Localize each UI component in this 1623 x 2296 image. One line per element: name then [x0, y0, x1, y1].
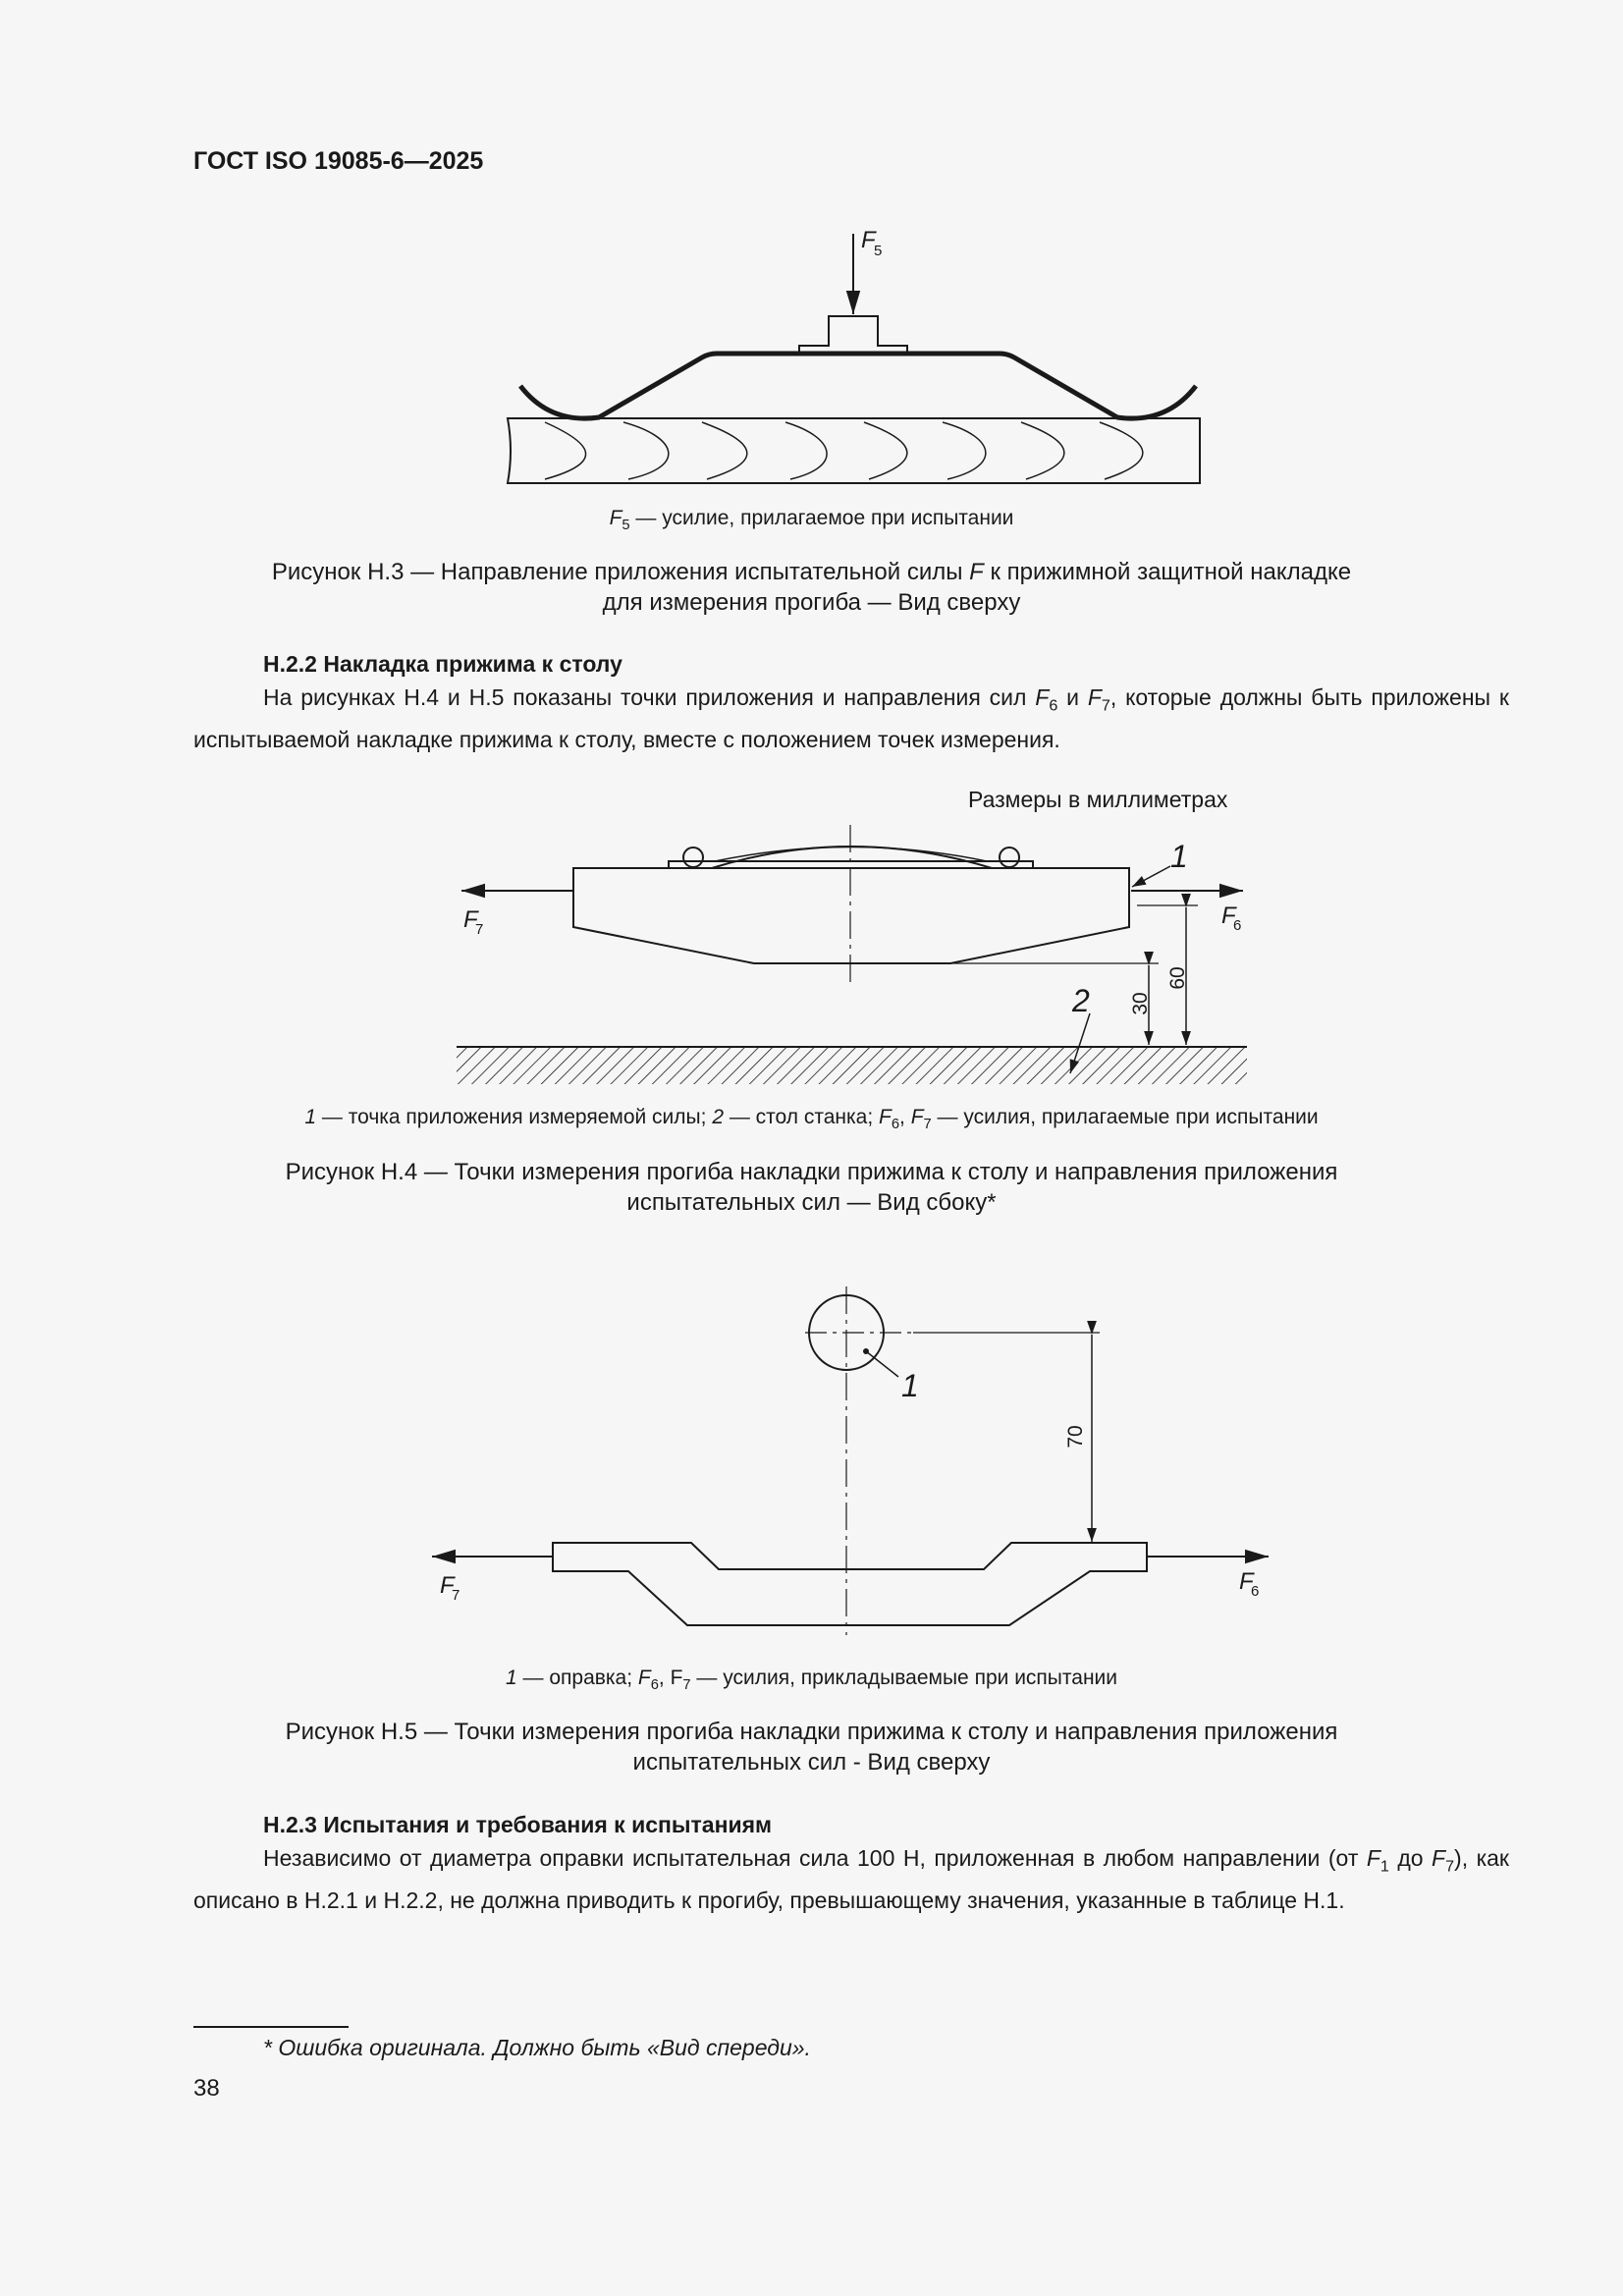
pad-left-knob [683, 847, 703, 867]
guard-block [799, 316, 907, 354]
wood-workpiece [508, 418, 1200, 483]
figure-h4-caption-line2: испытательных сил — Вид сбоку* [626, 1189, 997, 1216]
pad-top-arch [712, 847, 992, 868]
label-2: 2 [1072, 983, 1090, 1018]
figure-h5-caption-line1: Рисунок Н.5 — Точки измерения прогиба накладки прижима к столу и направления приложения [285, 1719, 1338, 1745]
figure-h3-caption-line2: для измерения прогиба — Вид сверху [602, 589, 1021, 616]
figure-h3-legend: $F_5$ — усилие, прилагаемое при испытании [609, 507, 1014, 534]
document-header: ГОСТ ISO 19085-6—2025 [193, 147, 484, 175]
label-1: 1 [1170, 839, 1188, 874]
force-f7-subscript: 7 [475, 921, 484, 938]
units-note: Размеры в миллиметрах [968, 787, 1228, 812]
section-h22-paragraph: На рисунках Н.4 и Н.5 показаны точки приложения и направления сил $F_6$ и $F_7$, которые должны быть приложены к испытываемой накладке прижима к столу, вместе с положением точек измерения. [193, 684, 1509, 752]
footnote: * Ошибка оригинала. Должно быть «Вид спереди». [263, 2035, 811, 2060]
force-f6-label: F [1221, 902, 1236, 929]
section-h23-title: Н.2.3 Испытания и требования к испытаниям [263, 1812, 773, 1837]
figure-h3-caption-line1: Рисунок Н.3 — Направление приложения испытательной силы F к прижимной защитной накладке [271, 559, 1352, 585]
figure-h5-caption [0, 1717, 1623, 1777]
figure-h4-legend: 1 — точка приложения измеряемой силы; 2 — стол станка; $F_6$, $F_7$ — усилия, прилагаемые при испытании [304, 1106, 1319, 1133]
figure-h5-caption-line2: испытательных сил - Вид сверху [632, 1749, 991, 1776]
force-f7-subscript-h5: 7 [452, 1587, 460, 1604]
page-number: 38 [193, 2075, 220, 2102]
force-f5-subscript: 5 [874, 243, 883, 259]
label-1-h5: 1 [901, 1368, 919, 1403]
force-f6-subscript: 6 [1233, 917, 1242, 934]
dimension-70: 70 [1064, 1425, 1087, 1449]
force-f6-label-h5: F [1239, 1568, 1254, 1595]
figure-h4-drawing [457, 825, 1247, 1084]
guard-profile [520, 354, 1196, 418]
dimension-60: 60 [1166, 966, 1189, 990]
figure-h3-caption [0, 557, 1623, 618]
dimension-30: 30 [1129, 992, 1152, 1015]
pad-right-knob [1000, 847, 1019, 867]
force-f6-subscript-h5: 6 [1251, 1583, 1260, 1600]
figure-h5-legend: 1 — оправка; $F_6$, $F_7$ — усилия, прикладываемые при испытании [505, 1667, 1118, 1694]
section-h22-title: Н.2.2 Накладка прижима к столу [263, 651, 622, 677]
pad-top-view [553, 1543, 1147, 1625]
force-f7-label: F [463, 906, 478, 933]
wood-grain [545, 422, 1143, 479]
force-f7-label-h5: F [440, 1572, 455, 1599]
figure-h4-caption [0, 1157, 1623, 1218]
figure-h3-drawing [508, 234, 1200, 483]
figure-h4-caption-line1: Рисунок Н.4 — Точки измерения прогиба накладки прижима к столу и направления приложения [285, 1159, 1338, 1185]
force-f5-label: F [861, 227, 876, 253]
footnote-separator [193, 2026, 349, 2028]
pad-body [573, 868, 1129, 963]
section-h23-paragraph: Независимо от диаметра оправки испытательная сила 100 Н, приложенная в любом направлении (от $F_1$ до $F_7$), как описано в Н.2.1 и Н.2.2, не должна приводить к прогибу, превышающему значения, указанные в таблице Н.1. [193, 1845, 1509, 1913]
figure-h5-drawing [432, 1286, 1269, 1635]
